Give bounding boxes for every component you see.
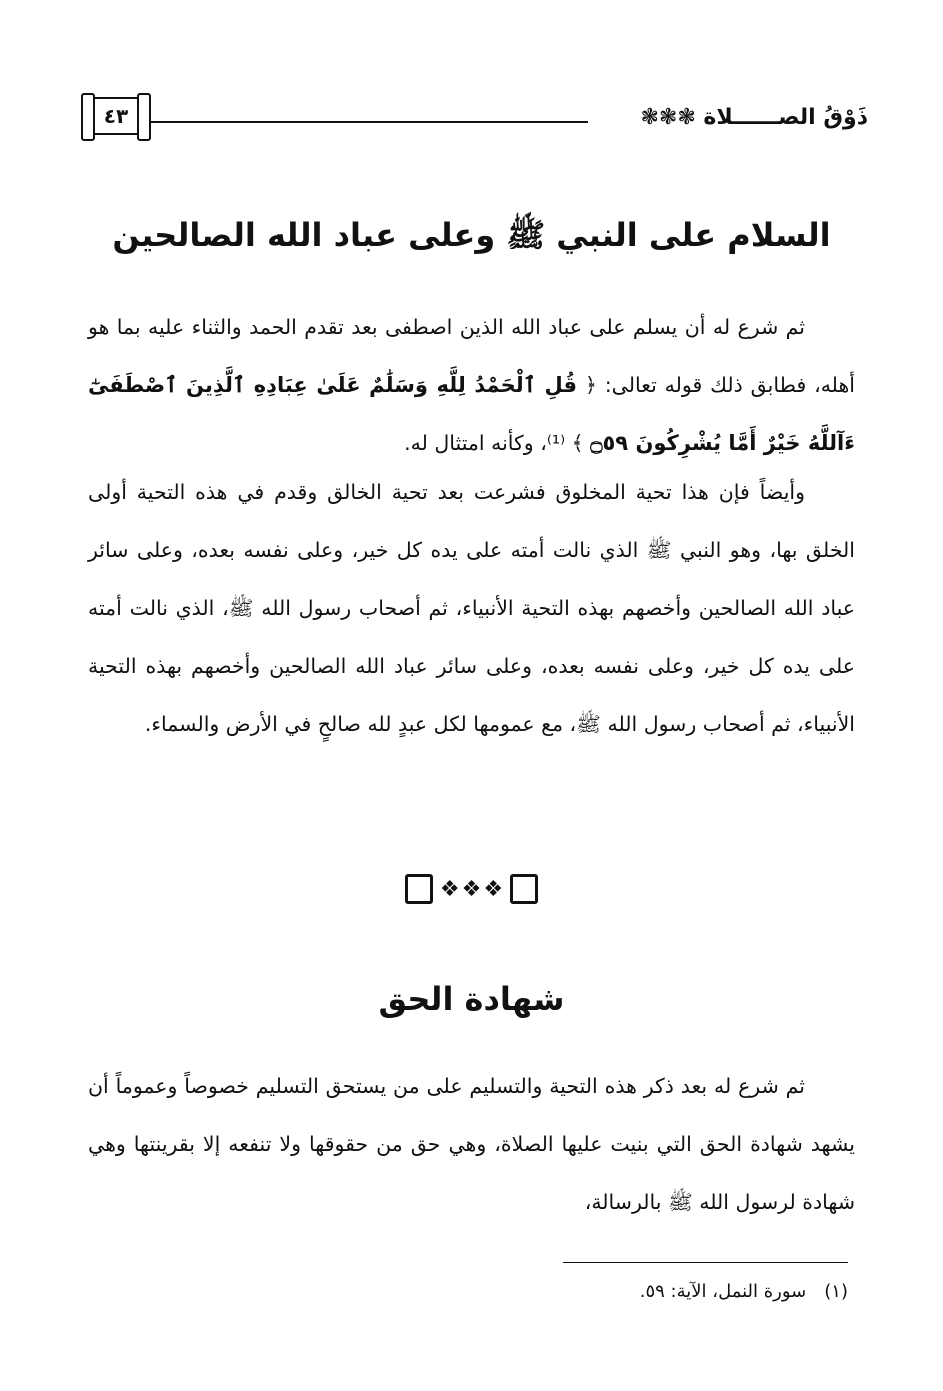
footnote-text: سورة النمل، الآية: ٥٩. xyxy=(639,1281,807,1302)
footnote xyxy=(640,1281,848,1302)
paragraph-salam-intro xyxy=(88,298,855,472)
square-ornament-icon xyxy=(405,874,433,904)
page-number-box xyxy=(88,97,144,135)
section-divider xyxy=(0,874,943,904)
diamond-star-icon: ❖ xyxy=(461,876,482,902)
footnote-marker: (١) xyxy=(824,1281,848,1302)
footnote-rule xyxy=(563,1262,848,1263)
paragraph-text: ثم شرع له أن يسلم على عباد الله الذين اصطفى بعد تقدم الحمد والثناء عليه بما هو أهله، فطابق ذلك قوله تعالى: ﴿ xyxy=(88,315,855,397)
page-number: ٤٣ xyxy=(103,104,129,128)
section-heading-salam: السلام على النبي ﷺ وعلى عباد الله الصالحين xyxy=(112,216,831,254)
paragraph-greeting-creation: وأيضاً فإن هذا تحية المخلوق فشرعت بعد تحية الخالق وقدم في هذه التحية أولى الخلق بها، وهو النبي ﷺ الذي نالت أمته على يده كل خير، وعلى نفسه بعده، وعلى سائر عباد الله الصالحين وأخصهم بهذه التحية الأنبياء، ثم أصحاب رسول الله ﷺ، الذي نالت أمته على يده كل خير، وعلى نفسه بعده، وعلى سائر عباد الله الصالحين وأخصهم بهذه التحية الأنبياء، ثم أصحاب رسول الله ﷺ، مع عمومها لكل عبدٍ لله صالحٍ في الأرض والسماء. xyxy=(88,480,855,736)
diamond-star-icon: ❖ xyxy=(483,876,504,902)
paragraph-shahada: ثم شرع له بعد ذكر هذه التحية والتسليم على من يستحق التسليم خصوصاً وعموماً أن يشهد شهادة الحق التي بنيت عليها الصلاة، وهي حق من حقوقها ولا تنفعه إلا بقرينتها وهي شهادة لرسول الله ﷺ بالرسالة، xyxy=(88,1074,855,1214)
quran-verse: قُلِ ٱلْحَمْدُ لِلَّهِ وَسَلَٰمٌ عَلَىٰ عِبَادِهِ ٱلَّذِينَ ٱصْطَفَىٰٓ ءَآللَّهُ خَيْرٌ أَمَّا يُشْرِكُونَ ۝٥٩ xyxy=(88,373,855,455)
running-header xyxy=(88,95,868,145)
paragraph-text-end: ﴾ ⁽¹⁾، وكأنه امتثال له. xyxy=(404,431,584,455)
square-ornament-icon xyxy=(510,874,538,904)
section-heading-shahada: شهادة الحق xyxy=(378,980,565,1018)
header-rule xyxy=(148,121,588,123)
book-title: ذَوْقُ الصــــــلاة ❃❃❃ xyxy=(640,105,868,130)
diamond-star-icon: ❖ xyxy=(439,876,460,902)
